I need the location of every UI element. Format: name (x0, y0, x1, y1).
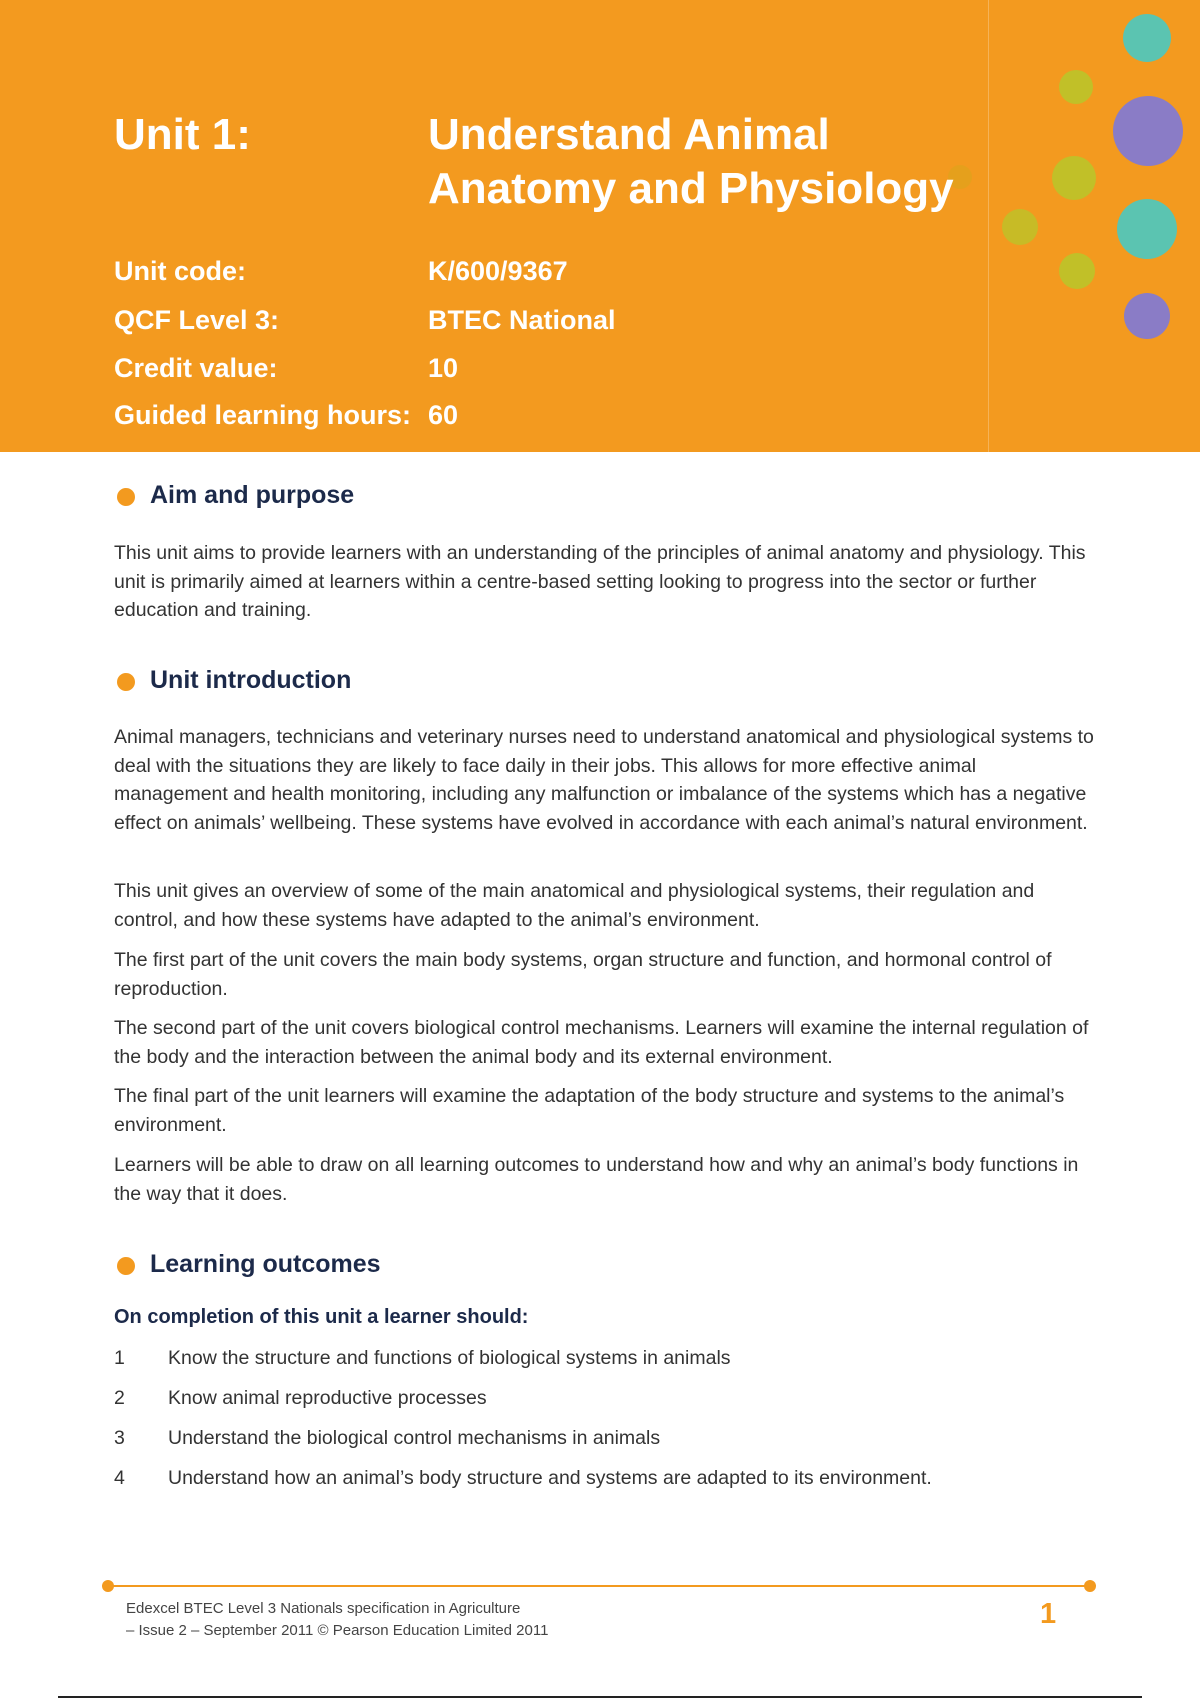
outcome-number: 4 (114, 1467, 125, 1489)
decorative-circle-lime-medium (1052, 156, 1096, 200)
unit-code-value: K/600/9367 (428, 256, 568, 286)
outcomes-heading-text: Learning outcomes (150, 1249, 381, 1278)
unit-title: Understand Animal Anatomy and Physiology (428, 110, 954, 213)
outcome-text: Know the structure and functions of biological systems in animals (168, 1347, 731, 1369)
outcome-text: Understand how an animal’s body structure and systems are adapted to its environment. (168, 1467, 932, 1489)
qcf-level-value: BTEC National (428, 305, 616, 335)
intro-paragraph-6: Learners will be able to draw on all learning outcomes to understand how and why an animal’s body functions in the way that it does. (114, 1154, 1079, 1205)
bullet-icon (117, 673, 135, 691)
page-bottom-rule (58, 1696, 1142, 1698)
intro-paragraph-1: Animal managers, technicians and veterinary nurses need to understand anatomical and physiological systems to deal with the situations they are likely to face daily in their jobs. This allows for more effective animal management and health monitoring, including any malfunction or imbalance of the systems which has a negative effect on animals’ wellbeing. These systems have evolved in accordance with each animal’s natural environment. (114, 726, 1094, 834)
guided-hours-value: 60 (428, 400, 459, 430)
decorative-circle-lime-small (1059, 70, 1093, 104)
header-banner (0, 0, 1200, 452)
outcomes-heading (117, 1246, 381, 1282)
aim-paragraph: This unit aims to provide learners with an understanding of the principles of animal anatomy and physiology. This unit is primarily aimed at learners within a centre-based setting looking to progress into the sector or further education and training. (114, 542, 1086, 621)
intro-paragraph-3: The first part of the unit covers the main body systems, organ structure and function, and hormonal control of reproduction. (114, 949, 1052, 1000)
intro-paragraph-4: The second part of the unit covers biological control mechanisms. Learners will examine the internal regulation of the body and the interaction between the animal body and its external environment. (114, 1017, 1089, 1068)
intro-heading (117, 662, 351, 698)
outcome-item (114, 1347, 1094, 1377)
banner-divider (988, 0, 989, 452)
footer-spec-line: Edexcel BTEC Level 3 Nationals specification in Agriculture (126, 1600, 521, 1617)
outcome-text: Know animal reproductive processes (168, 1387, 487, 1409)
bullet-icon (117, 1257, 135, 1275)
footer-issue-line: – Issue 2 – September 2011 © Pearson Education Limited 2011 (126, 1622, 549, 1639)
outcomes-lead: On completion of this unit a learner should: (114, 1306, 529, 1328)
outcome-number: 2 (114, 1387, 125, 1409)
intro-paragraph-2: This unit gives an overview of some of the main anatomical and physiological systems, their regulation and control, and how these systems have adapted to the animal’s environment. (114, 880, 1035, 931)
unit-code-label: Unit code: (114, 256, 246, 286)
qcf-level-label: QCF Level 3: (114, 305, 280, 335)
decorative-circle-teal-top (1123, 14, 1171, 62)
footer-dot-right (1084, 1580, 1096, 1592)
guided-hours-label: Guided learning hours: (114, 400, 412, 430)
decorative-circle-teal-mid (1117, 199, 1177, 259)
outcome-item (114, 1387, 1094, 1417)
bullet-icon (117, 488, 135, 506)
decorative-circle-lime-mid (1002, 209, 1038, 245)
outcome-item (114, 1427, 1094, 1457)
credit-value-value: 10 (428, 353, 459, 383)
decorative-circle-lime-lower (1059, 253, 1095, 289)
unit-number: Unit 1: (114, 110, 251, 159)
decorative-circle-purple-small (1124, 293, 1170, 339)
decorative-circle-purple-large (1113, 96, 1183, 166)
footer-rule (108, 1585, 1090, 1587)
outcome-text: Understand the biological control mechanisms in animals (168, 1427, 661, 1449)
intro-paragraph-5: The final part of the unit learners will examine the adaptation of the body structure and systems to the animal’s environment. (114, 1085, 1065, 1136)
outcome-number: 1 (114, 1347, 125, 1369)
page-number: 1 (1040, 1598, 1057, 1630)
aim-heading (117, 477, 354, 513)
outcome-item (114, 1467, 1094, 1497)
outcome-number: 3 (114, 1427, 125, 1449)
credit-value-label: Credit value: (114, 353, 278, 383)
intro-heading-text: Unit introduction (150, 665, 352, 694)
aim-heading-text: Aim and purpose (150, 480, 355, 509)
